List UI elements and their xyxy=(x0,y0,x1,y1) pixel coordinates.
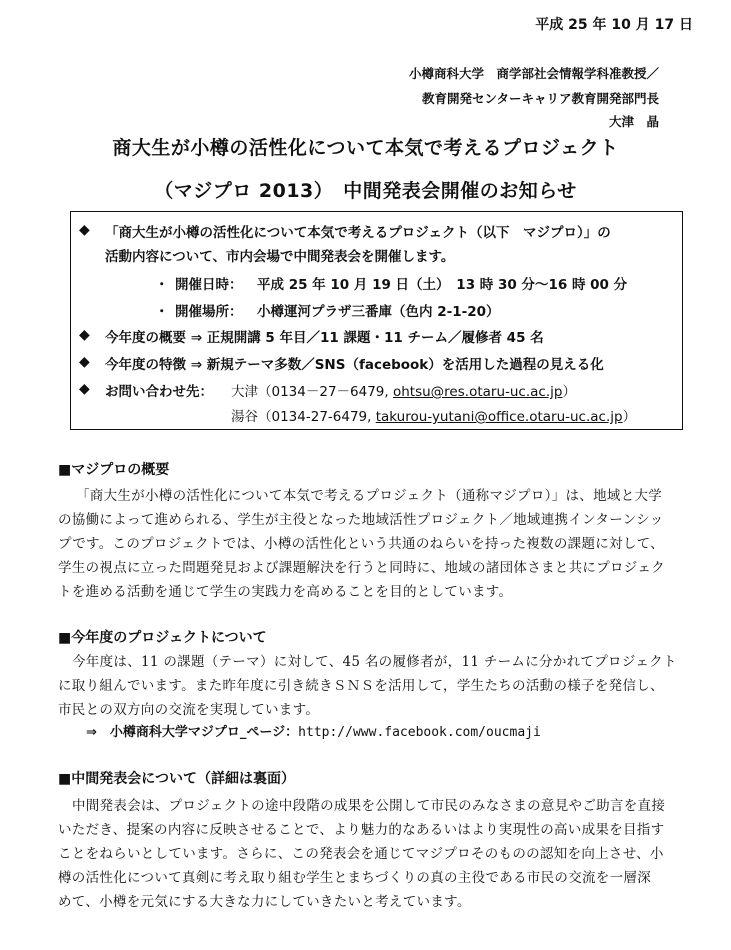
paragraph-line: いただき、提案の内容に反映させることで、より魅力的なあるいはより実現性の高い成果を目指す xyxy=(58,822,665,838)
author-affiliation-1: 小樽商科大学 商学部社会情報学科准教授／ xyxy=(408,66,659,81)
contact-2-suffix: ） xyxy=(622,409,637,425)
contact-label: お問い合わせ先： xyxy=(105,384,213,400)
link-label: 小樽商科大学マジプロ_ページ： xyxy=(109,725,299,740)
sub-bullet-icon: ・ xyxy=(155,277,169,293)
facebook-page-link[interactable] xyxy=(86,721,541,740)
intro-line-1: 「商大生が小樽の活性化について本気で考えるプロジェクト（以下 マジプロ）」の xyxy=(105,225,611,241)
contact-1-suffix: ） xyxy=(562,384,576,400)
author-affiliation-2: 教育開発センターキャリア教育開発部門長 xyxy=(421,91,659,106)
paragraph-line: プです。このプロジェクトでは、小樽の活性化という共通のねらいを持った複数の課題に対して、 xyxy=(58,536,664,552)
paragraph-line: 樽の活性化について真剣に考え取り組む学生とまちづくりの真の主役である市民の交流を一層深 xyxy=(58,870,651,886)
author-name: 大津 晶 xyxy=(608,114,659,129)
overview-line: 今年度の概要 ⇒ 正規開講 5 年目／11 課題・11 チーム／履修者 45 名 xyxy=(105,330,544,346)
summary-box xyxy=(70,211,683,430)
intro-line-2: 活動内容について、市内会場で中間発表会を開催します。 xyxy=(105,249,455,265)
features-line: 今年度の特徴 ⇒ 新規テーマ多数／SNS（facebook）を活用した過程の見える化 xyxy=(105,357,604,373)
diamond-bullet-icon: ◆ xyxy=(79,354,90,370)
contact-2-prefix: 湯谷（0134-27-6479, xyxy=(231,409,376,425)
section-heading-interim: ■中間発表会について（詳細は裏面） xyxy=(58,771,295,787)
contact-2-email-link[interactable]: takurou-yutani@office.otaru-uc.ac.jp xyxy=(375,409,623,425)
diamond-bullet-icon: ◆ xyxy=(79,222,90,238)
paragraph-line: 学生の視点に立った問題発見および課題解決を行うと同時に、地域の諸団体さまと共にプロジェク xyxy=(58,560,665,576)
paragraph-line: ことをねらいとしています。さらに、この発表会を通じてマジプロそのものの認知を向上させ、小 xyxy=(58,846,664,862)
contact-1-email-link[interactable]: ohtsu@res.otaru-uc.ac.jp xyxy=(392,384,563,400)
paragraph-line: に取り組んでいます。また昨年度に引き続きＳＮＳを活用して，学生たちの活動の様子を発信し、 xyxy=(58,678,664,694)
paragraph-line: の協働によって進められる、学生が主役となった地域活性プロジェクト／地域連携インターンシッ xyxy=(58,512,664,528)
paragraph-line: トを進める活動を通じて学生の実践力を高めることを目的としています。 xyxy=(58,584,513,600)
paragraph-line: 今年度は、11 の課題（テーマ）に対して、45 名の履修者が，11 チームに分かれてプロジェクト xyxy=(72,654,677,670)
date-value: 平成 25 年 10 月 19 日（土） 13 時 30 分～16 時 00 分 xyxy=(257,277,628,293)
page-title: 商大生が小樽の活性化について本気で考えるプロジェクト xyxy=(112,137,619,159)
diamond-bullet-icon: ◆ xyxy=(79,327,90,343)
place-label: 開催場所： xyxy=(175,304,243,320)
diamond-bullet-icon: ◆ xyxy=(79,381,90,397)
contact-line-1 xyxy=(231,380,576,400)
sub-bullet-icon: ・ xyxy=(155,304,169,320)
document-date: 平成 25 年 10 月 17 日 xyxy=(535,17,693,33)
arrow-right-icon: ⇒ xyxy=(86,725,97,740)
link-url[interactable]: http://www.facebook.com/oucmaji xyxy=(298,725,541,740)
paragraph-line: 「商大生が小樽の活性化について本気で考えるプロジェクト（通称マジプロ）」は、地域と大学 xyxy=(76,488,663,504)
section-heading-overview: ■マジプロの概要 xyxy=(58,462,170,478)
paragraph-line: 中間発表会は、プロジェクトの途中段階の成果を公開して市民のみなさまの意見やご助言を直接 xyxy=(72,798,666,814)
date-label: 開催日時： xyxy=(175,277,243,293)
paragraph-line: めて、小樽を元気にする大きな力にしていきたいと考えています。 xyxy=(58,894,471,910)
paragraph-line: 市民との双方向の交流を実現しています。 xyxy=(58,702,320,718)
page-subtitle: （マジプロ 2013） 中間発表会開催のお知らせ xyxy=(154,180,577,202)
contact-line-2 xyxy=(231,405,636,425)
contact-1-prefix: 大津（0134－27－6479, xyxy=(231,384,393,400)
section-heading-projects: ■今年度のプロジェクトについて xyxy=(58,630,267,646)
place-value: 小樽運河プラザ三番庫（色内 2-1-20） xyxy=(257,304,500,320)
